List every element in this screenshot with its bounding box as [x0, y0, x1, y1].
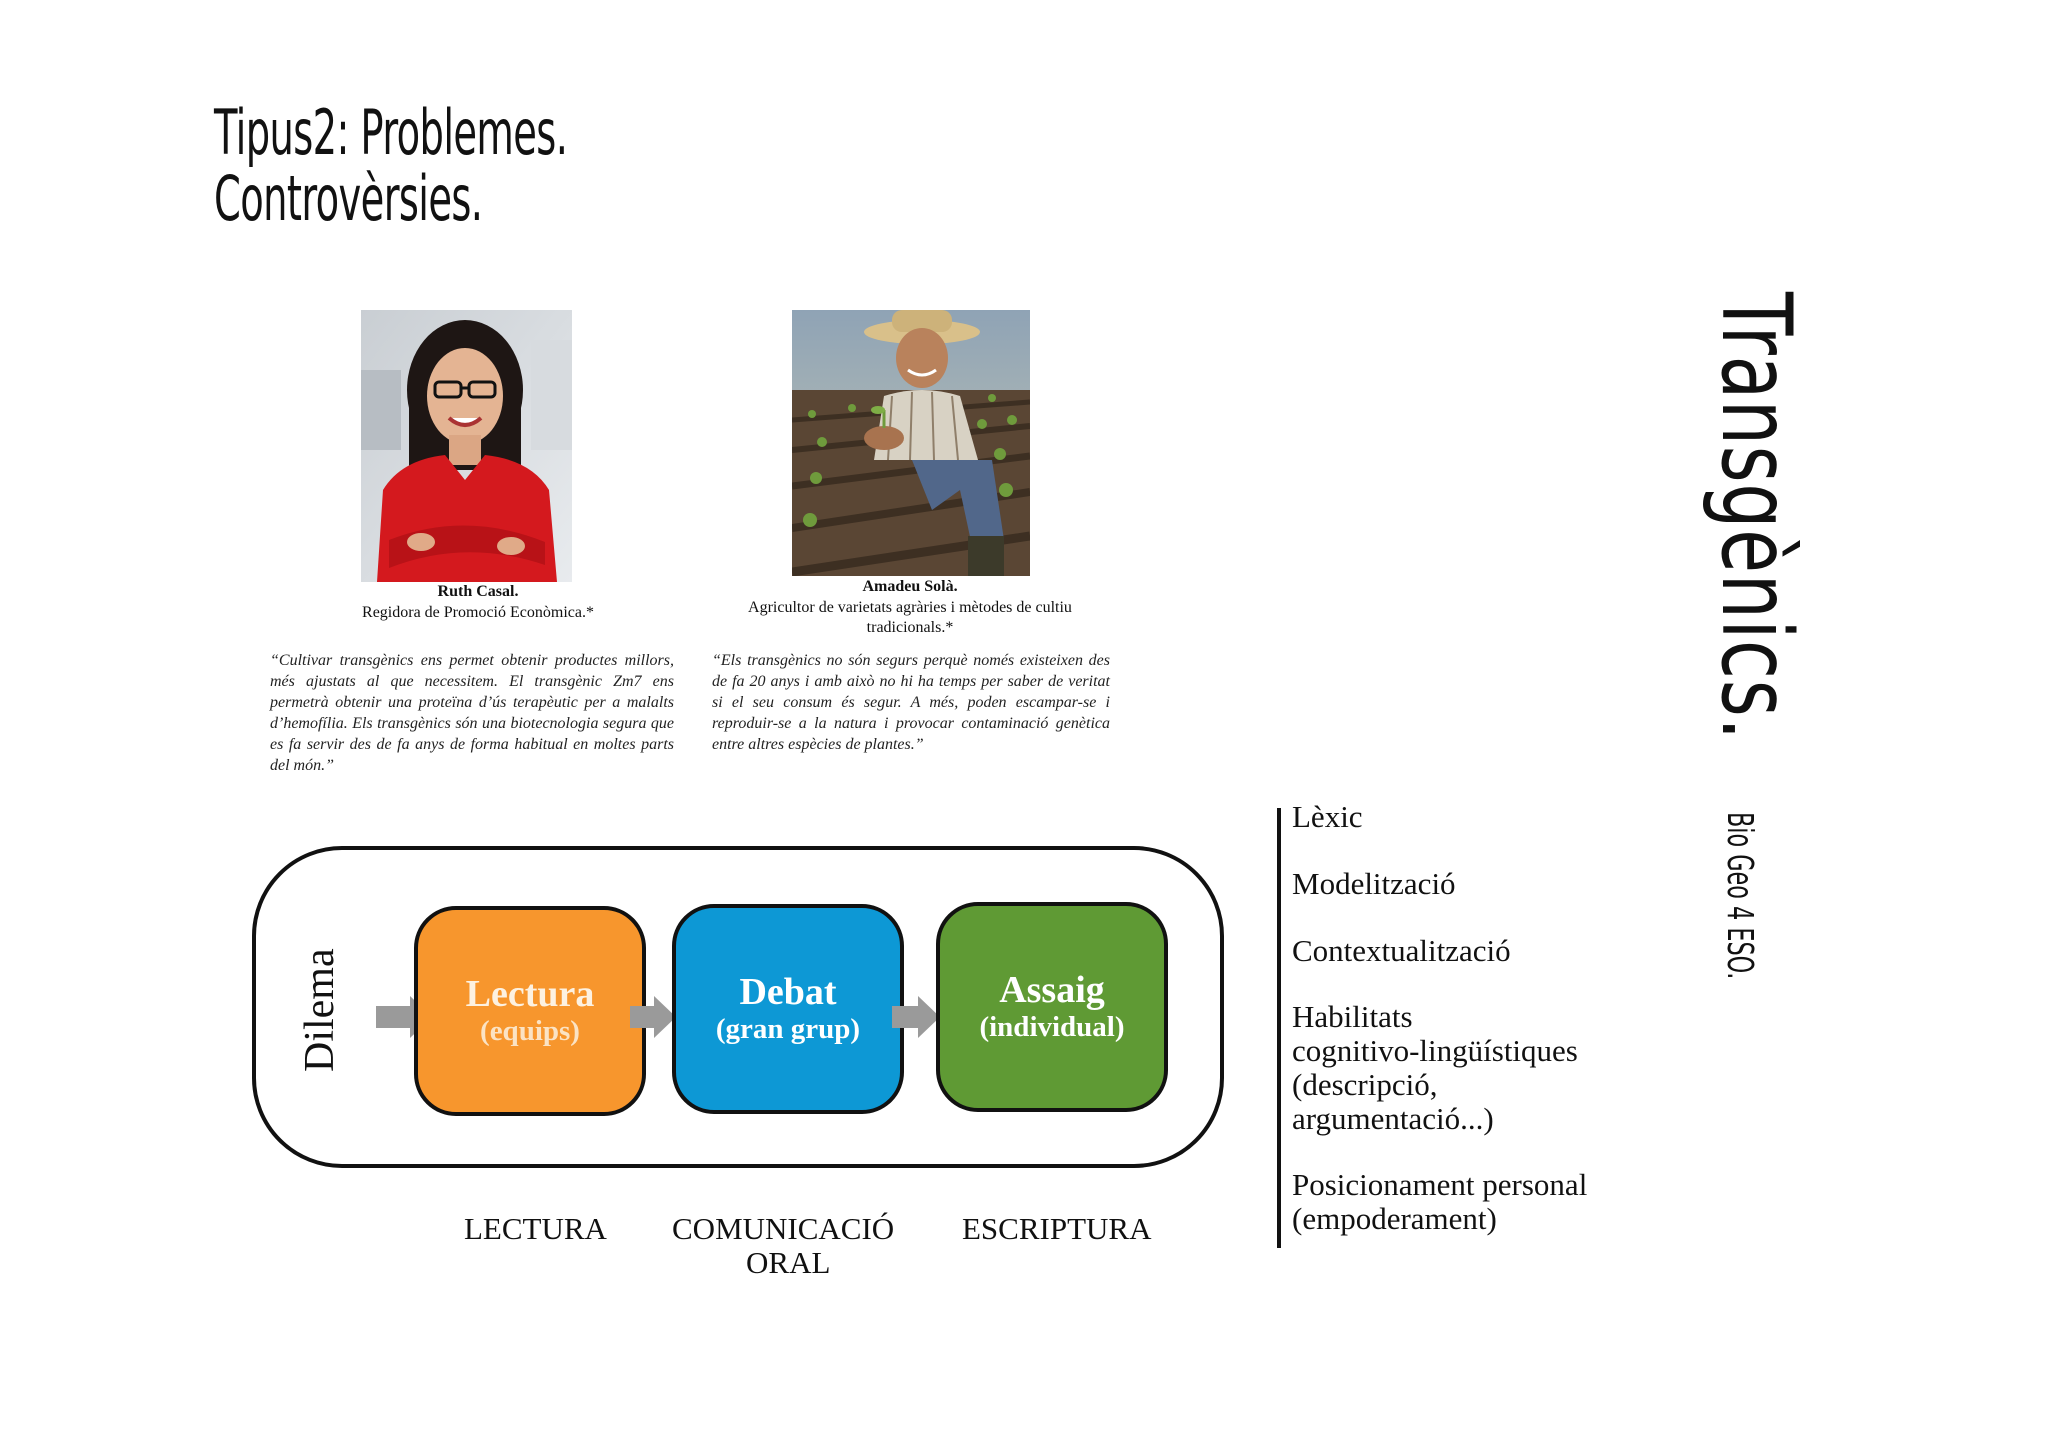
- list-item: Contextualització: [1292, 933, 1511, 968]
- list-item: Habilitats: [1292, 999, 1413, 1034]
- step-lectura: [414, 906, 646, 1116]
- side-title: [1700, 292, 1812, 980]
- list-item: Posicionament personal: [1292, 1167, 1588, 1202]
- step-subtitle: (individual): [979, 1011, 1125, 1043]
- person-name: Amadeu Solà.: [862, 578, 958, 595]
- page-title-line-1: Tipus2: Problemes.: [214, 96, 568, 169]
- side-title-main: Transgènics.: [1700, 292, 1812, 741]
- list-item: Modelització: [1292, 866, 1456, 901]
- flow-arrow: [630, 1006, 654, 1028]
- person-role: Agricultor de varietats agràries i mètodes de cultiu tradicionals.*: [748, 599, 1072, 636]
- list-item: (descripció,: [1292, 1067, 1438, 1102]
- list-item: cognitivo-lingüístiques: [1292, 1033, 1578, 1068]
- photo-amadeu-sola: [792, 310, 1030, 576]
- quote-amadeu-sola: “Els transgènics no són segurs perquè només existeixen des de fa 20 anys i amb això no hi ha temps per saber de veritat si el seu consum és segur. A més, poden escampar-se i reproduir-se a la natura i provocar contaminació genètica entre altres espècies de plantes.”: [712, 652, 1110, 753]
- page-title-line-2: Controvèrsies.: [214, 162, 483, 235]
- side-title-course: Bio Geo 4 ESO.: [1719, 812, 1760, 980]
- step-assaig: [936, 902, 1168, 1112]
- photo-ruth-casal: [361, 310, 572, 582]
- flow-arrow: [892, 1006, 918, 1028]
- step-title: Lectura: [465, 973, 595, 1015]
- quote-ruth-casal: “Cultivar transgènics ens permet obtenir productes millors, més ajustats al que necessitem. El transgènic Zm7 ens permetrà obtenir una proteïna d’ús terapèutic per a malalts d’hemofília. Els transgènics són una biotecnologia segura que es fa servir des de fa anys de forma habitual en moltes parts del món.”: [270, 652, 674, 774]
- list-item: argumentació...): [1292, 1101, 1494, 1136]
- skill-label-oral: ORAL: [746, 1245, 831, 1280]
- page-title: [214, 96, 568, 235]
- flow-arrow: [376, 1006, 410, 1028]
- person-name: Ruth Casal.: [437, 583, 519, 600]
- step-title: Assaig: [999, 969, 1105, 1011]
- skill-label-lectura: LECTURA: [464, 1211, 607, 1246]
- list-item: Lèxic: [1292, 799, 1363, 834]
- dilemma-label: Dilema: [297, 948, 343, 1072]
- person-role: Regidora de Promoció Econòmica.*: [362, 604, 594, 621]
- step-subtitle: (gran grup): [715, 1013, 861, 1045]
- list-item: (empoderament): [1292, 1201, 1497, 1236]
- step-debat: [672, 904, 904, 1114]
- list-divider: [1277, 808, 1281, 1248]
- skill-label-comunicacio: COMUNICACIÓ: [672, 1211, 895, 1246]
- skill-label-escriptura: ESCRIPTURA: [962, 1211, 1152, 1246]
- step-subtitle: (equips): [480, 1015, 580, 1047]
- step-title: Debat: [739, 971, 837, 1013]
